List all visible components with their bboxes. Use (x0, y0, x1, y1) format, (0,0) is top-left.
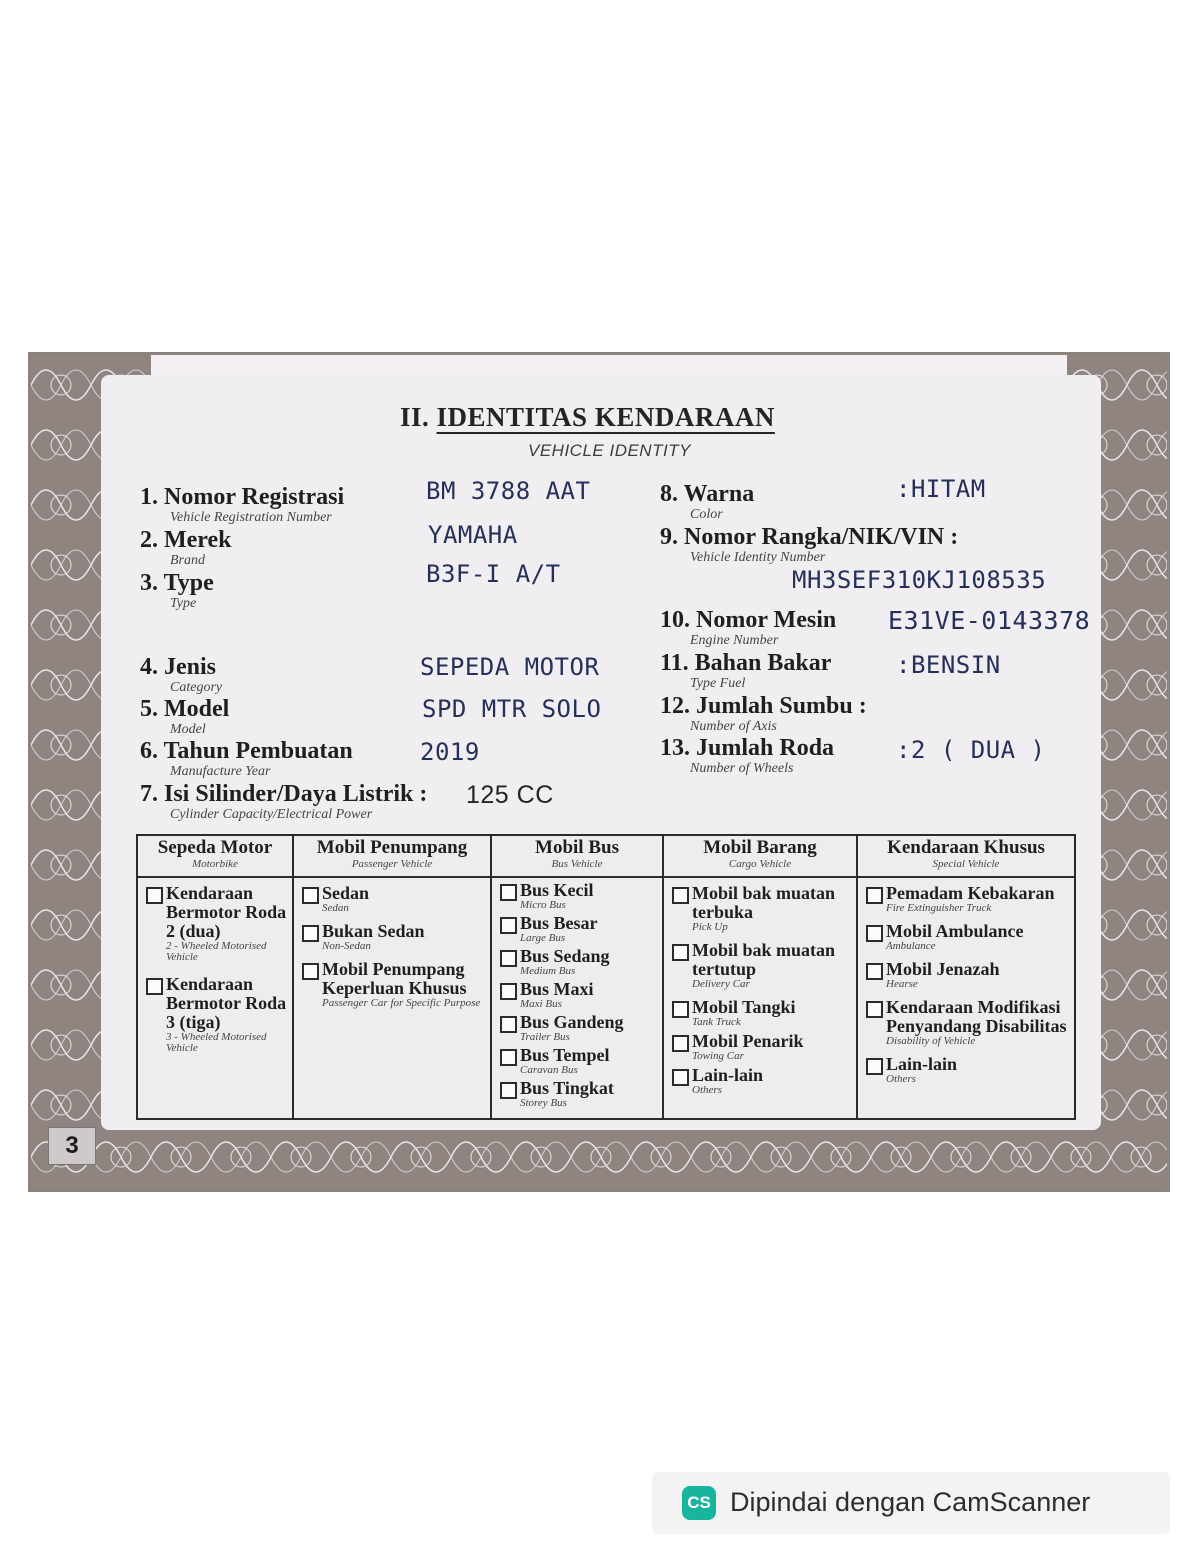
camscanner-logo-icon: CS (682, 1486, 716, 1520)
option-medium-bus[interactable]: Bus Sedang Medium Bus (492, 947, 662, 977)
checkbox[interactable] (302, 963, 319, 980)
camscanner-text: Dipindai dengan CamScanner (730, 1487, 1091, 1517)
option-caravan-bus[interactable]: Bus Tempel Caravan Bus (492, 1046, 662, 1076)
checkbox[interactable] (500, 983, 517, 1000)
page-number: 3 (48, 1127, 96, 1165)
checkbox[interactable] (500, 1016, 517, 1033)
field-type: 3. Type Type (140, 570, 214, 611)
value-number-of-wheels: :2 ( DUA ) (896, 736, 1046, 764)
option-delivery-car[interactable]: Mobil bak muatan tertutup Delivery Car (664, 941, 856, 990)
value-fuel-type: :BENSIN (896, 651, 1001, 679)
option-maxi-bus[interactable]: Bus Maxi Maxi Bus (492, 980, 662, 1010)
option-storey-bus[interactable]: Bus Tingkat Storey Bus (492, 1079, 662, 1109)
option-3-wheeled[interactable]: Kendaraan Bermotor Roda 3 (tiga) 3 - Wheeled Motorised Vehicle (138, 975, 292, 1054)
option-large-bus[interactable]: Bus Besar Large Bus (492, 914, 662, 944)
field-vin: 9. Nomor Rangka/NIK/VIN : Vehicle Identity Number (660, 524, 959, 565)
option-special-others[interactable]: Lain-lain Others (858, 1055, 1074, 1085)
checkbox[interactable] (672, 944, 689, 961)
checkbox[interactable] (146, 978, 163, 995)
checkbox[interactable] (866, 925, 883, 942)
value-manufacture-year: 2019 (420, 738, 480, 766)
option-tank-truck[interactable]: Mobil Tangki Tank Truck (664, 998, 856, 1028)
value-model: SPD MTR SOLO (422, 695, 602, 723)
field-number-of-wheels: 13. Jumlah Roda Number of Wheels (660, 735, 835, 776)
checkbox[interactable] (500, 1082, 517, 1099)
option-special-passenger[interactable]: Mobil Penumpang Keperluan Khusus Passenger Car for Specific Purpose (294, 960, 490, 1009)
checkbox[interactable] (302, 887, 319, 904)
field-manufacture-year: 6. Tahun Pembuatan Manufacture Year (140, 738, 353, 779)
checkbox[interactable] (866, 963, 883, 980)
value-color: :HITAM (896, 475, 986, 503)
vehicle-category-table (136, 834, 1076, 1120)
value-category: SEPEDA MOTOR (420, 653, 600, 681)
option-micro-bus[interactable]: Bus Kecil Micro Bus (492, 881, 662, 911)
field-cylinder-capacity: 7. Isi Silinder/Daya Listrik : Cylinder Capacity/Electrical Power (140, 781, 428, 822)
checkbox[interactable] (500, 917, 517, 934)
option-fire-truck[interactable]: Pemadam Kebakaran Fire Extinguisher Truck (858, 884, 1074, 914)
category-column-cargo: Mobil Barang Cargo Vehicle Mobil bak muatan terbuka Pick Up Mobil bak muatan tertutup Delivery Car Mobil Tangki Tank Truck Mobil Penarik Towing Car Lain-lain Others (664, 836, 858, 1118)
field-engine-number: 10. Nomor Mesin Engine Number (660, 607, 837, 648)
value-engine-number: E31VE-0143378 (888, 606, 1091, 635)
option-ambulance[interactable]: Mobil Ambulance Ambulance (858, 922, 1074, 952)
option-sedan[interactable]: Sedan Sedan (294, 884, 490, 914)
field-number-of-axis: 12. Jumlah Sumbu : Number of Axis (660, 693, 867, 734)
value-cylinder-capacity: 125 CC (466, 781, 554, 809)
category-column-motorbike: Sepeda Motor Motorbike Kendaraan Bermotor Roda 2 (dua) 2 - Wheeled Motorised Vehicle Kendaraan Bermotor Roda 3 (tiga) 3 - Wheeled Motorised Vehicle (138, 836, 294, 1118)
camscanner-watermark (652, 1472, 1170, 1534)
option-hearse[interactable]: Mobil Jenazah Hearse (858, 960, 1074, 990)
checkbox[interactable] (866, 1001, 883, 1018)
option-2-wheeled[interactable]: Kendaraan Bermotor Roda 2 (dua) 2 - Wheeled Motorised Vehicle (138, 884, 292, 963)
guilloche-border-bottom (31, 1127, 1167, 1189)
checkbox[interactable] (500, 950, 517, 967)
checkbox[interactable] (672, 1069, 689, 1086)
category-column-special: Kendaraan Khusus Special Vehicle Pemadam Kebakaran Fire Extinguisher Truck Mobil Ambulance Ambulance Mobil Jenazah Hearse Kendaraan Modifikasi Penyandang Disabilitas Disability of Vehicle Lain-lain Others (858, 836, 1074, 1118)
document-title: II. IDENTITAS KENDARAAN (400, 402, 775, 432)
checkbox[interactable] (672, 1001, 689, 1018)
option-disability-vehicle[interactable]: Kendaraan Modifikasi Penyandang Disabilitas Disability of Vehicle (858, 998, 1074, 1047)
checkbox[interactable] (500, 884, 517, 901)
value-registration-number: BM 3788 AAT (426, 477, 591, 505)
option-towing-car[interactable]: Mobil Penarik Towing Car (664, 1032, 856, 1062)
checkbox[interactable] (302, 925, 319, 942)
category-column-bus: Mobil Bus Bus Vehicle Bus Kecil Micro Bus Bus Besar Large Bus Bus Sedang Medium Bus Bus Maxi Maxi Bus Bus Gandeng Trailer Bus Bus Tempel Caravan Bus Bus Tingkat Storey Bus (492, 836, 664, 1118)
checkbox[interactable] (866, 1058, 883, 1075)
option-non-sedan[interactable]: Bukan Sedan Non-Sedan (294, 922, 490, 952)
option-pick-up[interactable]: Mobil bak muatan terbuka Pick Up (664, 884, 856, 933)
document-subtitle: VEHICLE IDENTITY (528, 441, 691, 460)
field-registration-number: 1. Nomor Registrasi Vehicle Registration Number (140, 484, 345, 525)
field-category: 4. Jenis Category (140, 654, 223, 695)
field-fuel-type: 11. Bahan Bakar Type Fuel (660, 650, 832, 691)
checkbox[interactable] (866, 887, 883, 904)
checkbox[interactable] (500, 1049, 517, 1066)
value-type: B3F-I A/T (426, 560, 561, 588)
field-model: 5. Model Model (140, 696, 230, 737)
category-column-passenger: Mobil Penumpang Passenger Vehicle Sedan Sedan Bukan Sedan Non-Sedan Mobil Penumpang Keperluan Khusus Passenger Car for Specific Purpose (294, 836, 492, 1118)
field-brand: 2. Merek Brand (140, 527, 232, 568)
value-brand: YAMAHA (428, 521, 518, 549)
option-cargo-others[interactable]: Lain-lain Others (664, 1066, 856, 1096)
option-trailer-bus[interactable]: Bus Gandeng Trailer Bus (492, 1013, 662, 1043)
checkbox[interactable] (146, 887, 163, 904)
checkbox[interactable] (672, 1035, 689, 1052)
value-vin: MH3SEF310KJ108535 (792, 566, 1047, 594)
checkbox[interactable] (672, 887, 689, 904)
field-color: 8. Warna Color (660, 481, 755, 522)
